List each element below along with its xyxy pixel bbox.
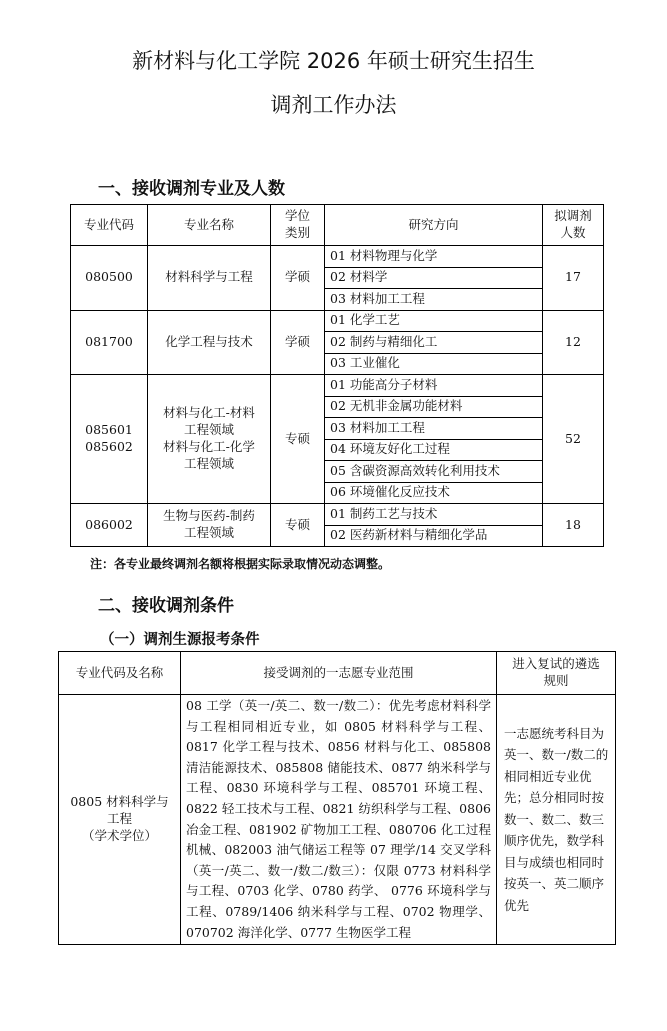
research-direction: 01 制药工艺与技术 — [325, 504, 543, 526]
research-direction: 03 材料加工工程 — [325, 418, 543, 440]
major-name: 材料与化工-材料 工程领域 材料与化工-化学 工程领域 — [148, 375, 271, 504]
research-direction: 02 制药与精细化工 — [325, 332, 543, 354]
quota-count: 52 — [543, 375, 604, 504]
degree-type: 专硕 — [271, 375, 325, 504]
table-row — [59, 695, 616, 945]
table-row — [71, 310, 604, 332]
document-title-line2: 调剂工作办法 — [270, 93, 397, 117]
accepted-majors-scope: 08 工学（英一/英二、数一/数二）：优先考虑材料科学与工程相同相近专业，如 0805 材料科学与工程、0817 化学工程与技术、0856 材料与化工、085808 清洁能源技术、085808 储能技术、0877 纳米科学与工程、0830 环境科学与工程、085701 环境工程、0822 轻工技术与工程、0821 纺织科学与工程、0806 冶金工程、081902 矿物加工工程、080706 化工过程机械、082003 油气储运工程等 07 理学/14 交叉学科（英一/英二、数一/数二/数三）：仅限 0773 材料科学与工程、0703 化学、0780 药学、 0776 环境科学与工程、0789/1406 纳米科学与工程、0702 物理学、070702 海洋化学、0777 生物医学工程 — [181, 695, 497, 945]
major-name: 化学工程与技术 — [148, 310, 271, 375]
research-direction: 03 工业催化 — [325, 353, 543, 375]
major-code: 080500 — [71, 246, 148, 311]
header-degree: 学位 类别 — [271, 205, 325, 246]
quota-table — [70, 204, 604, 547]
header-rule: 进入复试的遴选 规则 — [497, 652, 616, 695]
header-name: 专业名称 — [148, 205, 271, 246]
research-direction: 05 含碳资源高效转化利用技术 — [325, 461, 543, 483]
table-row — [71, 375, 604, 397]
research-direction: 02 医药新材料与精细化学品 — [325, 525, 543, 547]
major-name: 生物与医药-制药 工程领域 — [148, 504, 271, 547]
table-row — [71, 504, 604, 526]
major-name: 0805 材料科学与 工程 （学术学位） — [59, 695, 181, 945]
quota-count: 17 — [543, 246, 604, 311]
quota-note: 注：各专业最终调剂名额将根据实际录取情况动态调整。 — [90, 557, 391, 571]
section2-subheading: （一）调剂生源报考条件 — [100, 632, 260, 648]
research-direction: 06 环境催化反应技术 — [325, 482, 543, 504]
degree-type: 专硕 — [271, 504, 325, 547]
research-direction: 03 材料加工工程 — [325, 289, 543, 311]
research-direction: 02 材料学 — [325, 267, 543, 289]
research-direction: 04 环境友好化工过程 — [325, 439, 543, 461]
table-row — [71, 246, 604, 268]
research-direction: 01 化学工艺 — [325, 310, 543, 332]
selection-rule: 一志愿统考科目为英一、数一/数二的相同相近专业优先；总分相同时按数一、数二、数三顺序优先，数学科目与成绩也相同时按英一、英二顺序优先 — [497, 695, 616, 945]
quota-count: 12 — [543, 310, 604, 375]
research-direction: 01 材料物理与化学 — [325, 246, 543, 268]
header-code: 专业代码 — [71, 205, 148, 246]
degree-type: 学硕 — [271, 310, 325, 375]
header-count: 拟调剂 人数 — [543, 205, 604, 246]
major-name: 材料科学与工程 — [148, 246, 271, 311]
research-direction: 01 功能高分子材料 — [325, 375, 543, 397]
major-code: 085601 085602 — [71, 375, 148, 504]
major-code: 086002 — [71, 504, 148, 547]
research-direction: 02 无机非金属功能材料 — [325, 396, 543, 418]
header-major: 专业代码及名称 — [59, 652, 181, 695]
document-title-line1: 新材料与化工学院 2026 年硕士研究生招生 — [132, 49, 535, 73]
conditions-table — [58, 651, 616, 945]
section2-heading: 二、接收调剂条件 — [98, 596, 234, 616]
major-code: 081700 — [71, 310, 148, 375]
section1-heading: 一、接收调剂专业及人数 — [98, 179, 285, 199]
header-direction: 研究方向 — [325, 205, 543, 246]
header-scope: 接受调剂的一志愿专业范围 — [181, 652, 497, 695]
quota-count: 18 — [543, 504, 604, 547]
degree-type: 学硕 — [271, 246, 325, 311]
